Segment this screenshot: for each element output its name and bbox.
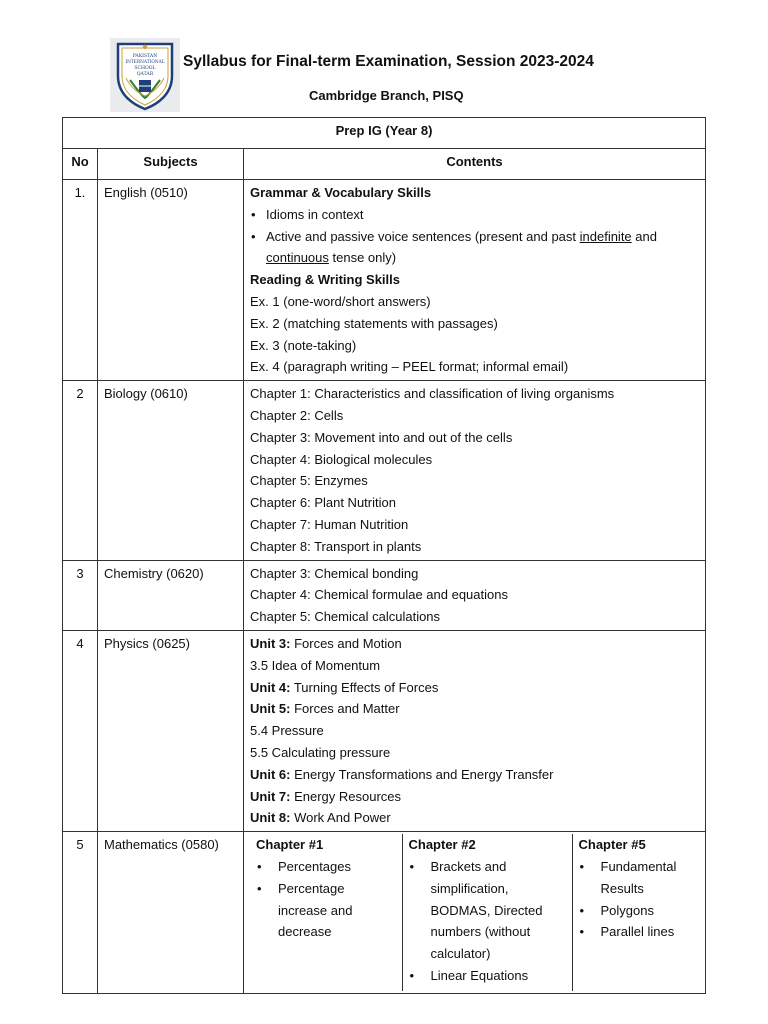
subject-name: Biology (0610) bbox=[98, 381, 244, 560]
content-line: Chapter 3: Movement into and out of the cells bbox=[250, 429, 513, 445]
chapter-title: Chapter #5 bbox=[578, 837, 646, 853]
list-item bbox=[409, 856, 566, 965]
list-item bbox=[409, 965, 566, 987]
page-title: Syllabus for Final-term Examination, Session 2023-2024 bbox=[183, 53, 594, 70]
section-heading: Grammar & Vocabulary Skills bbox=[250, 185, 432, 200]
content-line: Chapter 8: Transport in plants bbox=[250, 538, 422, 554]
content-line bbox=[250, 677, 699, 699]
content-line bbox=[250, 764, 699, 786]
list-item bbox=[579, 856, 694, 900]
math-chapters-table bbox=[250, 834, 699, 991]
content-line bbox=[250, 633, 699, 655]
list-item-text: Polygons bbox=[600, 902, 654, 918]
underlined-text: continuous bbox=[266, 250, 329, 266]
list-item-text: Idioms in context bbox=[266, 206, 364, 222]
branch-subtitle: Cambridge Branch, PISQ bbox=[309, 88, 464, 103]
content-line: Chapter 5: Chemical calculations bbox=[250, 609, 441, 625]
column-header-contents: Contents bbox=[244, 149, 706, 180]
math-chapter-1 bbox=[250, 834, 402, 991]
section-heading: Reading & Writing Skills bbox=[250, 272, 401, 288]
unit-title: Energy Transformations and Energy Transfer bbox=[290, 766, 554, 782]
bullet-list bbox=[579, 856, 694, 943]
subject-name: English (0510) bbox=[98, 180, 244, 381]
contents-cell bbox=[244, 381, 706, 560]
column-header-subjects: Subjects bbox=[98, 149, 244, 180]
list-item-text: Brackets and simplification, BODMAS, Directed numbers (without calculator) bbox=[430, 858, 543, 962]
list-item-text: and bbox=[631, 228, 657, 244]
svg-text:INTERNATIONAL: INTERNATIONAL bbox=[125, 60, 165, 65]
contents-cell bbox=[244, 832, 706, 994]
list-item bbox=[256, 856, 396, 878]
class-title-row bbox=[63, 118, 706, 149]
chapter-title: Chapter #1 bbox=[256, 837, 324, 853]
content-line: Chapter 5: Enzymes bbox=[250, 473, 368, 489]
svg-text:PAKISTAN: PAKISTAN bbox=[132, 54, 158, 59]
math-chapters-row bbox=[250, 834, 699, 991]
list-item bbox=[579, 900, 694, 922]
content-line: Chapter 4: Chemical formulae and equations bbox=[250, 587, 508, 603]
chapter-title: Chapter #2 bbox=[408, 837, 476, 853]
content-line bbox=[250, 786, 699, 808]
list-item-text: tense only) bbox=[328, 250, 397, 266]
contents-cell bbox=[244, 180, 706, 381]
content-line: 3.5 Idea of Momentum bbox=[250, 657, 381, 673]
content-line: Ex. 3 (note-taking) bbox=[250, 337, 357, 353]
list-item-text: Fundamental Results bbox=[600, 858, 677, 896]
row-number: 4 bbox=[63, 630, 98, 831]
column-header-row bbox=[63, 149, 706, 180]
content-line bbox=[250, 807, 699, 829]
unit-title: Turning Effects of Forces bbox=[290, 679, 439, 695]
content-line: 5.5 Calculating pressure bbox=[250, 744, 391, 760]
subject-name: Physics (0625) bbox=[98, 630, 244, 831]
table-row-biology bbox=[63, 381, 706, 560]
table-row-english bbox=[63, 180, 706, 381]
unit-label: Unit 4: bbox=[250, 679, 291, 695]
table-row-chemistry bbox=[63, 560, 706, 630]
svg-text:QATAR: QATAR bbox=[136, 72, 154, 77]
unit-label: Unit 7: bbox=[250, 788, 291, 804]
unit-title: Work And Power bbox=[290, 810, 391, 826]
content-line: Ex. 1 (one-word/short answers) bbox=[250, 293, 431, 309]
content-line: Chapter 3: Chemical bonding bbox=[250, 565, 419, 581]
content-line bbox=[250, 698, 699, 720]
column-header-no: No bbox=[63, 149, 98, 180]
list-item bbox=[579, 921, 694, 943]
math-chapter-2 bbox=[402, 834, 572, 991]
content-line: Chapter 1: Characteristics and classification of living organisms bbox=[250, 386, 615, 402]
contents-cell bbox=[244, 630, 706, 831]
content-line: Ex. 2 (matching statements with passages) bbox=[250, 315, 498, 331]
list-item bbox=[250, 204, 699, 226]
content-line: Chapter 2: Cells bbox=[250, 407, 344, 423]
svg-text:SCHOOL: SCHOOL bbox=[134, 66, 156, 71]
row-number: 5 bbox=[63, 832, 98, 994]
unit-title: Forces and Matter bbox=[290, 701, 400, 717]
underlined-text: indefinite bbox=[579, 228, 632, 244]
table-row-physics bbox=[63, 630, 706, 831]
subject-name: Mathematics (0580) bbox=[98, 832, 244, 994]
unit-label: Unit 3: bbox=[250, 635, 291, 651]
bullet-list bbox=[256, 856, 396, 943]
list-item bbox=[250, 226, 699, 270]
row-number: 3 bbox=[63, 560, 98, 630]
list-item-text: Percentage increase and decrease bbox=[278, 880, 353, 940]
math-chapter-5 bbox=[572, 834, 699, 991]
unit-label: Unit 5: bbox=[250, 701, 291, 717]
bullet-list bbox=[250, 204, 699, 269]
content-line: Chapter 7: Human Nutrition bbox=[250, 516, 409, 532]
content-line: 5.4 Pressure bbox=[250, 723, 324, 739]
unit-label: Unit 6: bbox=[250, 766, 291, 782]
content-line: Chapter 4: Biological molecules bbox=[250, 451, 433, 467]
table-row-mathematics bbox=[63, 832, 706, 994]
list-item-text: Parallel lines bbox=[600, 924, 675, 940]
syllabus-table bbox=[62, 117, 706, 994]
list-item-text: Active and passive voice sentences (present and past bbox=[266, 228, 580, 244]
bullet-list bbox=[409, 856, 566, 987]
list-item-text: Linear Equations bbox=[430, 967, 529, 983]
unit-label: Unit 8: bbox=[250, 810, 291, 826]
contents-cell bbox=[244, 560, 706, 630]
subject-name: Chemistry (0620) bbox=[98, 560, 244, 630]
content-line: Ex. 4 (paragraph writing – PEEL format; informal email) bbox=[250, 359, 569, 375]
content-line: Chapter 6: Plant Nutrition bbox=[250, 495, 396, 511]
row-number: 2 bbox=[63, 381, 98, 560]
row-number: 1. bbox=[63, 180, 98, 381]
class-title: Prep IG (Year 8) bbox=[63, 118, 706, 149]
unit-title: Forces and Motion bbox=[290, 635, 402, 651]
unit-title: Energy Resources bbox=[290, 788, 402, 804]
list-item-text: Percentages bbox=[278, 858, 351, 874]
list-item bbox=[256, 878, 396, 943]
school-logo bbox=[110, 38, 180, 112]
